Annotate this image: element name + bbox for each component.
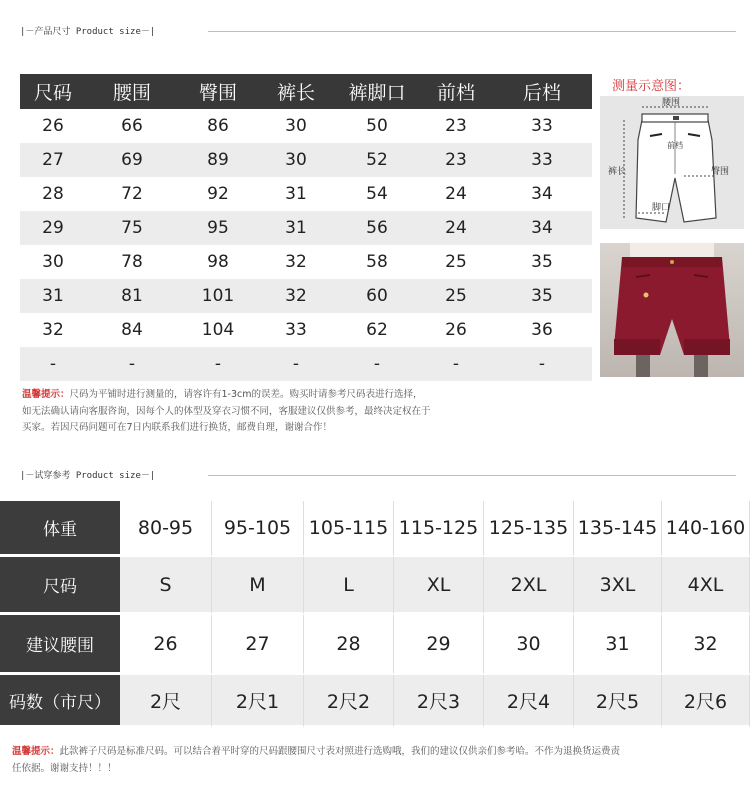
table-cell: 34 [492, 177, 592, 211]
header-hem: 裤脚口 [334, 74, 420, 109]
header-back-rise: 后档 [492, 74, 592, 109]
table-cell: 27 [212, 615, 304, 675]
note-line: 买家。若因尺码问题可在7日内联系我们进行换货，邮费自理，谢谢合作！ [22, 422, 333, 433]
table-row [0, 675, 750, 728]
table-row [20, 143, 592, 177]
table-cell: 3XL [574, 557, 662, 615]
note-lead: 温馨提示： [22, 389, 70, 400]
table-cell: 2尺6 [662, 675, 750, 728]
table-cell: - [86, 347, 178, 381]
table-cell: 30 [20, 245, 86, 279]
note-line: 任依据。谢谢支持！！！ [12, 762, 117, 774]
table-cell: 2XL [484, 557, 574, 615]
table-cell: 69 [86, 143, 178, 177]
table-cell: 33 [492, 143, 592, 177]
table-cell: 86 [178, 109, 258, 143]
size-table [20, 74, 592, 381]
table-cell: 135-145 [574, 501, 662, 557]
fit-note [12, 744, 738, 777]
table-cell: - [258, 347, 334, 381]
table-cell: 50 [334, 109, 420, 143]
note-line: 尺码为平铺时进行测量的，请容许有1-3cm的误差。购买时请参考尺码表进行选择， [69, 389, 423, 400]
section-title-product-size: |－产品尺寸 Product size－| [20, 27, 156, 37]
table-cell: 31 [574, 615, 662, 675]
fit-reference-table [0, 501, 750, 728]
section-title-fit-reference: |－试穿参考 Product size－| [20, 471, 156, 481]
table-cell: 24 [420, 211, 492, 245]
table-cell: 125-135 [484, 501, 574, 557]
table-row [20, 347, 592, 381]
table-row [0, 501, 750, 557]
note-lead: 温馨提示： [12, 746, 60, 757]
table-cell: 66 [86, 109, 178, 143]
table-cell: - [420, 347, 492, 381]
table-cell: 29 [394, 615, 484, 675]
table-row [20, 245, 592, 279]
header-waist: 腰围 [86, 74, 178, 109]
table-cell: 101 [178, 279, 258, 313]
table-cell: - [492, 347, 592, 381]
table-cell: 78 [86, 245, 178, 279]
table-cell: 23 [420, 109, 492, 143]
table-cell: 35 [492, 279, 592, 313]
note-line: 如无法确认请向客服咨询，因每个人的体型及穿衣习惯不同，客服建议仅供参考，最终决定权在于 [22, 405, 431, 417]
table-cell: 105-115 [304, 501, 394, 557]
row-label-size: 尺码 [0, 557, 120, 615]
table-cell: 26 [20, 109, 86, 143]
table-cell: 80-95 [120, 501, 212, 557]
table-cell: 60 [334, 279, 420, 313]
table-cell: 95 [178, 211, 258, 245]
size-note [22, 387, 431, 437]
table-cell: 23 [420, 143, 492, 177]
table-cell: 34 [492, 211, 592, 245]
table-cell: 115-125 [394, 501, 484, 557]
table-cell: 72 [86, 177, 178, 211]
table-cell: 30 [258, 109, 334, 143]
table-row [20, 109, 592, 143]
table-cell: S [120, 557, 212, 615]
table-cell: 25 [420, 279, 492, 313]
table-cell: 26 [420, 313, 492, 347]
table-cell: 2尺 [120, 675, 212, 728]
diagram-label-waist: 腰围 [662, 98, 681, 108]
table-cell: 31 [20, 279, 86, 313]
section-divider [208, 475, 736, 476]
table-row [0, 615, 750, 675]
table-cell: 140-160 [662, 501, 750, 557]
table-cell: - [178, 347, 258, 381]
table-cell: 25 [420, 245, 492, 279]
table-cell: 2尺4 [484, 675, 574, 728]
table-cell: 33 [492, 109, 592, 143]
table-cell: 58 [334, 245, 420, 279]
table-row [20, 177, 592, 211]
header-length: 裤长 [258, 74, 334, 109]
section-divider [208, 31, 736, 32]
note-line: 此款裤子尺码是标准尺码。可以结合着平时穿的尺码跟腰围尺寸表对照进行选购哦，我们的建议仅供亲们参考哈。不作为退换货运费责 [59, 746, 621, 757]
table-cell: 27 [20, 143, 86, 177]
table-cell: 2尺2 [304, 675, 394, 728]
table-cell: 2尺1 [212, 675, 304, 728]
table-cell: 32 [20, 313, 86, 347]
product-photo [600, 243, 744, 377]
table-cell: 75 [86, 211, 178, 245]
table-cell: 32 [258, 245, 334, 279]
table-cell: 36 [492, 313, 592, 347]
table-cell: 33 [258, 313, 334, 347]
diagram-label-length: 裤长 [608, 167, 627, 177]
table-cell: 32 [258, 279, 334, 313]
table-row [0, 557, 750, 615]
table-cell: 92 [178, 177, 258, 211]
table-cell: 104 [178, 313, 258, 347]
size-table-header-row [20, 74, 592, 109]
row-label-waist: 建议腰围 [0, 615, 120, 675]
row-label-weight: 体重 [0, 501, 120, 557]
table-cell: 81 [86, 279, 178, 313]
table-cell: 2尺5 [574, 675, 662, 728]
table-cell: XL [394, 557, 484, 615]
table-cell: 84 [86, 313, 178, 347]
diagram-label-hip: 臀围 [711, 167, 730, 177]
table-cell: 56 [334, 211, 420, 245]
diagram-label-front: 前档 [667, 141, 683, 150]
table-cell: 52 [334, 143, 420, 177]
diagram-label-hem: 脚口 [652, 203, 671, 213]
table-cell: 30 [258, 143, 334, 177]
header-front-rise: 前档 [420, 74, 492, 109]
table-cell: 28 [20, 177, 86, 211]
table-row [20, 313, 592, 347]
row-label-chinese-size: 码数（市尺） [0, 675, 120, 728]
table-cell: 31 [258, 211, 334, 245]
table-cell: 31 [258, 177, 334, 211]
table-cell: M [212, 557, 304, 615]
table-cell: 4XL [662, 557, 750, 615]
table-cell: 62 [334, 313, 420, 347]
table-row [20, 211, 592, 245]
header-hip: 臀围 [178, 74, 258, 109]
table-cell: 32 [662, 615, 750, 675]
table-cell: 89 [178, 143, 258, 177]
table-cell: - [334, 347, 420, 381]
table-cell: - [20, 347, 86, 381]
table-cell: 24 [420, 177, 492, 211]
table-cell: 2尺3 [394, 675, 484, 728]
diagram-title: 测量示意图： [612, 79, 691, 94]
table-cell: 95-105 [212, 501, 304, 557]
table-cell: 30 [484, 615, 574, 675]
table-cell: 98 [178, 245, 258, 279]
table-row [20, 279, 592, 313]
table-cell: 28 [304, 615, 394, 675]
table-cell: 35 [492, 245, 592, 279]
table-cell: 26 [120, 615, 212, 675]
table-cell: L [304, 557, 394, 615]
header-size: 尺码 [20, 74, 86, 109]
measurement-diagram [600, 96, 744, 229]
table-cell: 29 [20, 211, 86, 245]
table-cell: 54 [334, 177, 420, 211]
